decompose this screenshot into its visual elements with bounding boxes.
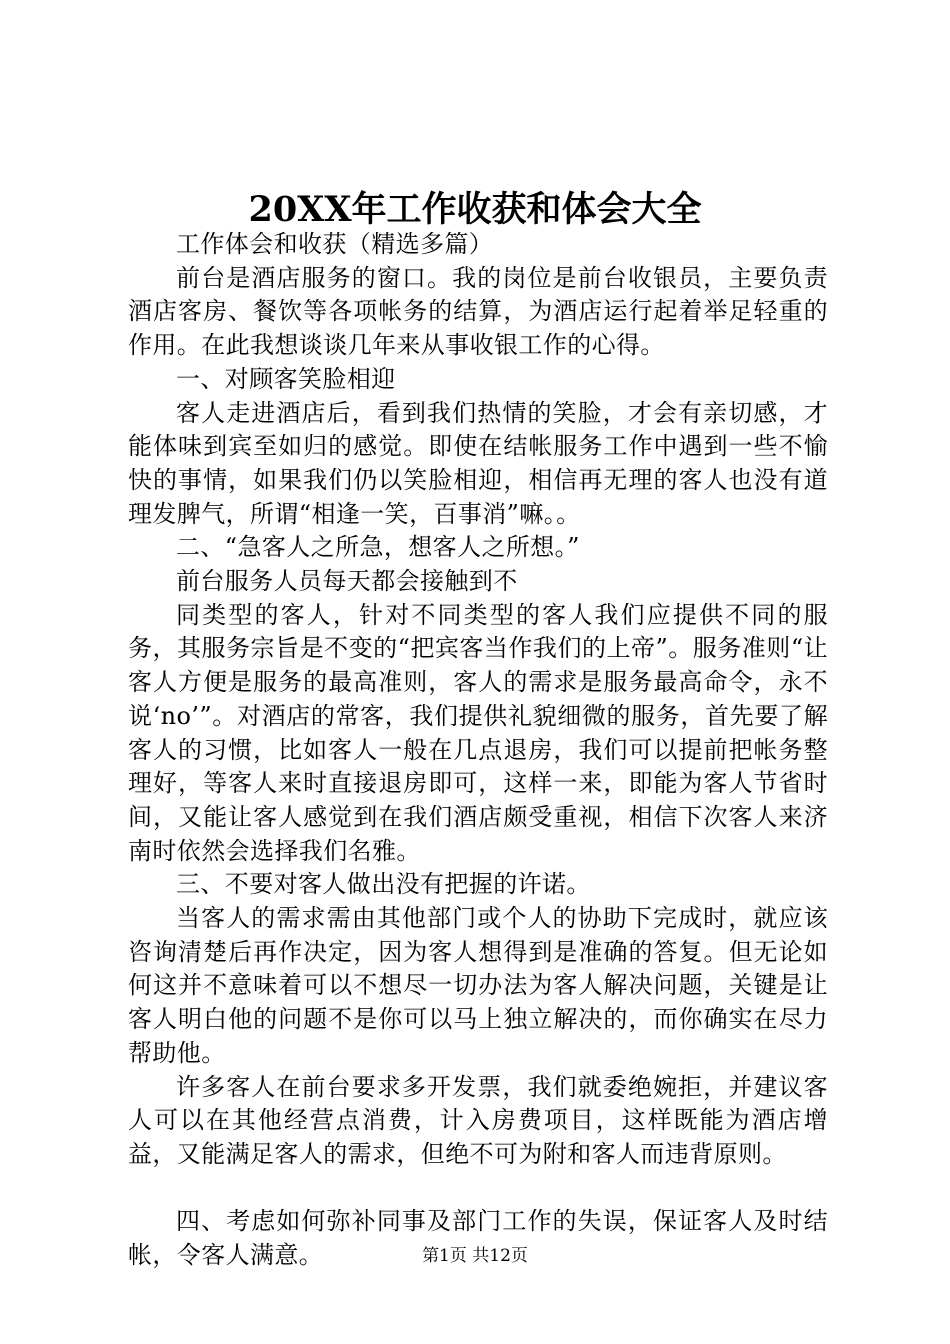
page-footer: 第1页 共12页 [422,1246,528,1266]
paragraph-subtitle: 工作体会和收获（精选多篇） [176,230,494,258]
section-heading-3: 三、不要对客人做出没有把握的许诺。 [176,870,591,899]
paragraph: 当客人的需求需由其他部门或个人的协助下完成时，就应该咨询清楚后再作决定，因为客人想得到是准确的答复。但无论如何这并不意味着可以不想尽一切办法为客人解决问题，关键是让客人明白他的问题不是你可以马上独立解决的，而你确实在尽力帮助他。 [128,904,828,1067]
section-heading-2: 二、“急客人之所急，想客人之所想。” [176,533,580,562]
section-heading-1: 一、对顾客笑脸相迎 [176,364,396,393]
paragraph: 许多客人在前台要求多开发票，我们就委绝婉拒，并建议客人可以在其他经营点消费，计入房费项目，这样既能为酒店增益，又能满足客人的需求，但绝不可为附和客人而违背原则。 [128,1072,828,1168]
paragraph: 同类型的客人，针对不同类型的客人我们应提供不同的服务，其服务宗旨是不变的“把宾客当作我们的上帝”。服务准则“让客人方便是服务的最高准则，客人的需求是服务最高命令，永不说‘no’”。对酒店的常客，我们提供礼貌细微的服务，首先要了解客人的习惯，比如客人一般在几点退房，我们可以提前把帐务整理好，等客人来时直接退房即可，这样一来，即能为客人节省时间，又能让客人感觉到在我们酒店颇受重视，相信下次客人来济南时依然会选择我们名雅。 [128,600,828,865]
section-heading-4: 四、考虑如何弥补同事及部门工作的失误，保证客人及时结帐，令客人满意。 [128,1207,828,1270]
paragraph: 客人走进酒店后，看到我们热情的笑脸，才会有亲切感，才能体味到宾至如归的感觉。即使在结帐服务工作中遇到一些不愉快的事情，如果我们仍以笑脸相迎，相信再无理的客人也没有道理发脾气，所谓“相逢一笑，百事消”嘛。。 [128,398,828,528]
document-body [128,228,828,1273]
paragraph: 前台服务人员每天都会接触到不 [176,567,518,596]
document-title: 20XX年工作收获和体会大全 [248,189,702,230]
paragraph-intro: 前台是酒店服务的窗口。我的岗位是前台收银员，主要负责酒店客房、餐饮等各项帐务的结算，为酒店运行起着举足轻重的作用。在此我想谈谈几年来从事收银工作的心得。 [128,263,828,360]
